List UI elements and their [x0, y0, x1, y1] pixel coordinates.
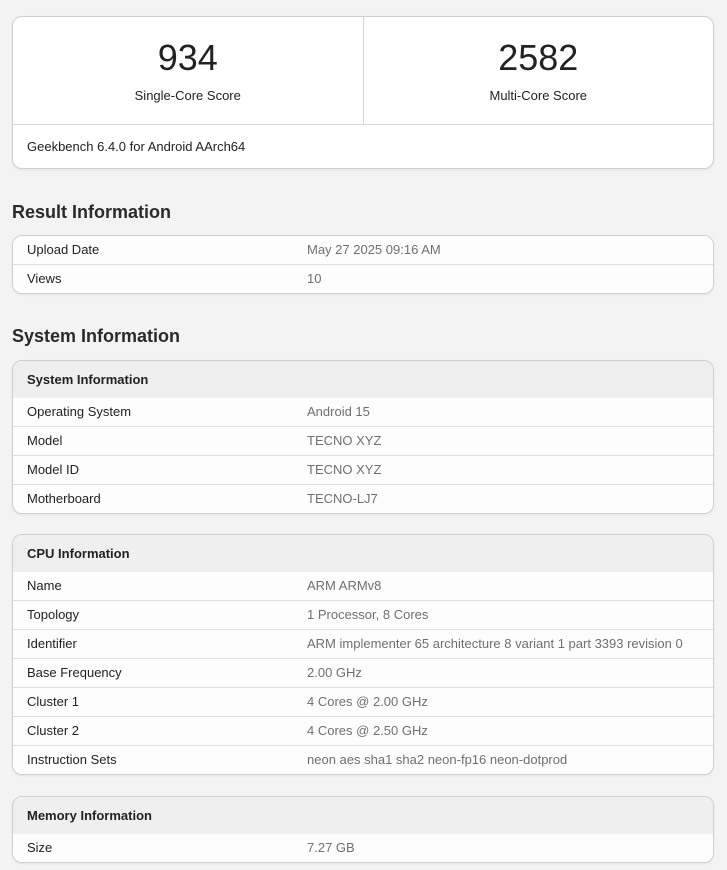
row-key: Size [27, 840, 53, 855]
table-row-topology [13, 600, 713, 629]
single-core-score-cell [13, 17, 363, 124]
row-value: 1 Processor, 8 Cores [307, 607, 429, 622]
system-information-table [12, 360, 714, 514]
row-value: Android 15 [307, 404, 370, 419]
row-value: TECNO-LJ7 [307, 491, 378, 506]
row-key: Views [27, 271, 62, 286]
result-information-table [12, 235, 714, 294]
row-value: ARM ARMv8 [307, 578, 382, 593]
single-core-score-value: 934 [157, 37, 218, 78]
memory-information-table [12, 796, 714, 863]
row-value: TECNO XYZ [307, 433, 382, 448]
row-key: Model ID [27, 462, 80, 477]
benchmark-result-page [12, 16, 714, 863]
row-key: Motherboard [27, 491, 101, 506]
row-key: Cluster 2 [27, 723, 80, 738]
multi-core-score-value: 2582 [498, 37, 579, 78]
row-value: 2.00 GHz [307, 665, 362, 680]
cpu-information-table [12, 534, 714, 775]
row-key: Identifier [27, 636, 77, 651]
group-heading: Memory Information [13, 797, 713, 834]
table-row-identifier [13, 629, 713, 658]
row-value: May 27 2025 09:16 AM [307, 242, 441, 257]
row-key: Topology [27, 607, 80, 622]
row-key: Operating System [27, 404, 132, 419]
table-row-model [13, 426, 713, 455]
table-row-upload-date [13, 236, 713, 264]
system-information-title: System Information [12, 326, 181, 346]
row-value: ARM implementer 65 architecture 8 variant 1 part 3393 revision 0 [307, 636, 683, 651]
row-key: Base Frequency [27, 665, 122, 680]
table-row-instruction-sets [13, 745, 713, 774]
multi-core-score-label: Multi-Core Score [489, 88, 588, 103]
group-heading: CPU Information [13, 535, 713, 572]
result-information-title: Result Information [12, 202, 172, 222]
table-row-cluster-1 [13, 687, 713, 716]
row-value: TECNO XYZ [307, 462, 382, 477]
row-key: Instruction Sets [27, 752, 117, 767]
table-row-views [13, 264, 713, 293]
row-key: Model [27, 433, 63, 448]
table-row-model-id [13, 455, 713, 484]
group-heading: System Information [13, 361, 713, 398]
row-key: Name [27, 578, 62, 593]
multi-core-score-cell [363, 17, 714, 124]
table-row-cluster-2 [13, 716, 713, 745]
row-value: 10 [307, 271, 322, 286]
benchmark-version-text: Geekbench 6.4.0 for Android AArch64 [27, 139, 246, 154]
row-value: neon aes sha1 sha2 neon-fp16 neon-dotprod [307, 752, 568, 767]
table-row-base-frequency [13, 658, 713, 687]
score-row [13, 17, 713, 125]
row-key: Cluster 1 [27, 694, 80, 709]
table-row-operating-system [13, 398, 713, 426]
score-card [12, 16, 714, 169]
table-row-motherboard [13, 484, 713, 513]
table-row-name [13, 572, 713, 600]
table-row-size [13, 834, 713, 862]
row-value: 4 Cores @ 2.00 GHz [307, 694, 428, 709]
row-key: Upload Date [27, 242, 100, 257]
single-core-score-label: Single-Core Score [134, 88, 241, 103]
row-value: 4 Cores @ 2.50 GHz [307, 723, 428, 738]
row-value: 7.27 GB [307, 840, 355, 855]
